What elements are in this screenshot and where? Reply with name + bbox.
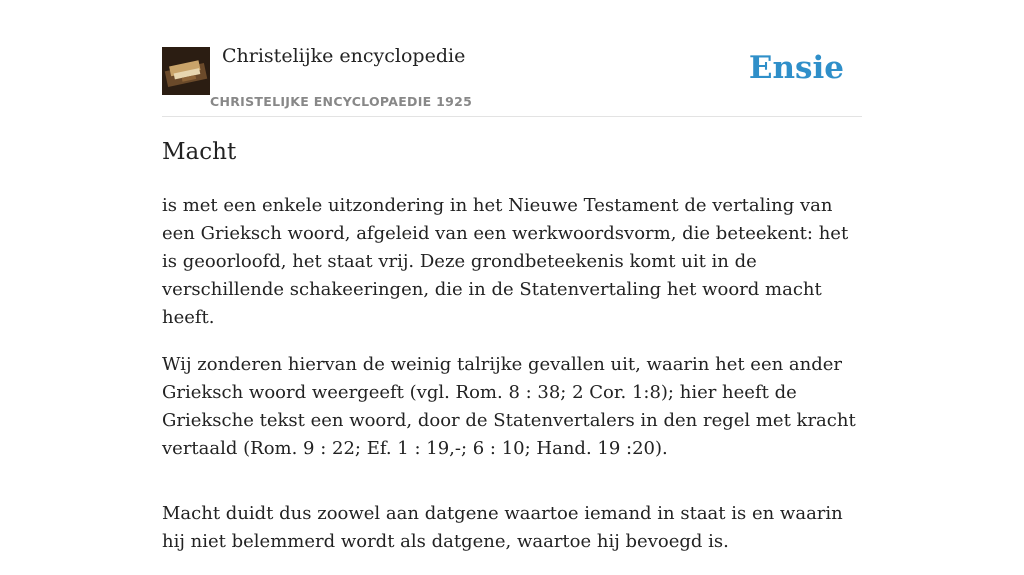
- article-paragraph: Macht duidt dus zoowel aan datgene waartoe iemand in staat is en waarin hij niet belemmerd wordt als datgene, waartoe hij bevoegd is.: [162, 503, 843, 552]
- article-body: [162, 192, 862, 575]
- avatar[interactable]: [162, 47, 210, 95]
- article-paragraph: Wij zonderen hiervan de weinig talrijke gevallen uit, waarin het een ander Grieksch woord weergeeft (vgl. Rom. 8 : 38; 2 Cor. 1:8); hier heeft de Grieksche tekst een woord, door de Statenvertalers in den regel met kracht vertaald (Rom. 9 : 22; Ef. 1 : 19,-; 6 : 10; Hand. 19 :20).: [162, 354, 856, 459]
- article-paragraph: is met een enkele uitzondering in het Nieuwe Testament de vertaling van een Grieksch woord, afgeleid van een werkwoordsvorm, die beteekent: het is geoorloofd, het staat vrij. Deze grondbeteekenis komt uit in de verschillende schakeeringen, die in de Statenvertaling het woord macht heeft.: [162, 195, 849, 328]
- page: [162, 0, 862, 552]
- brand-logo[interactable]: Ensie: [748, 50, 844, 86]
- site-subtitle[interactable]: CHRISTELIJKE ENCYCLOPAEDIE 1925: [210, 94, 473, 109]
- site-header: [162, 0, 862, 117]
- article-title: Macht: [162, 139, 237, 165]
- site-title[interactable]: Christelijke encyclopedie: [222, 45, 466, 67]
- book-thumbnail-icon: [162, 47, 210, 95]
